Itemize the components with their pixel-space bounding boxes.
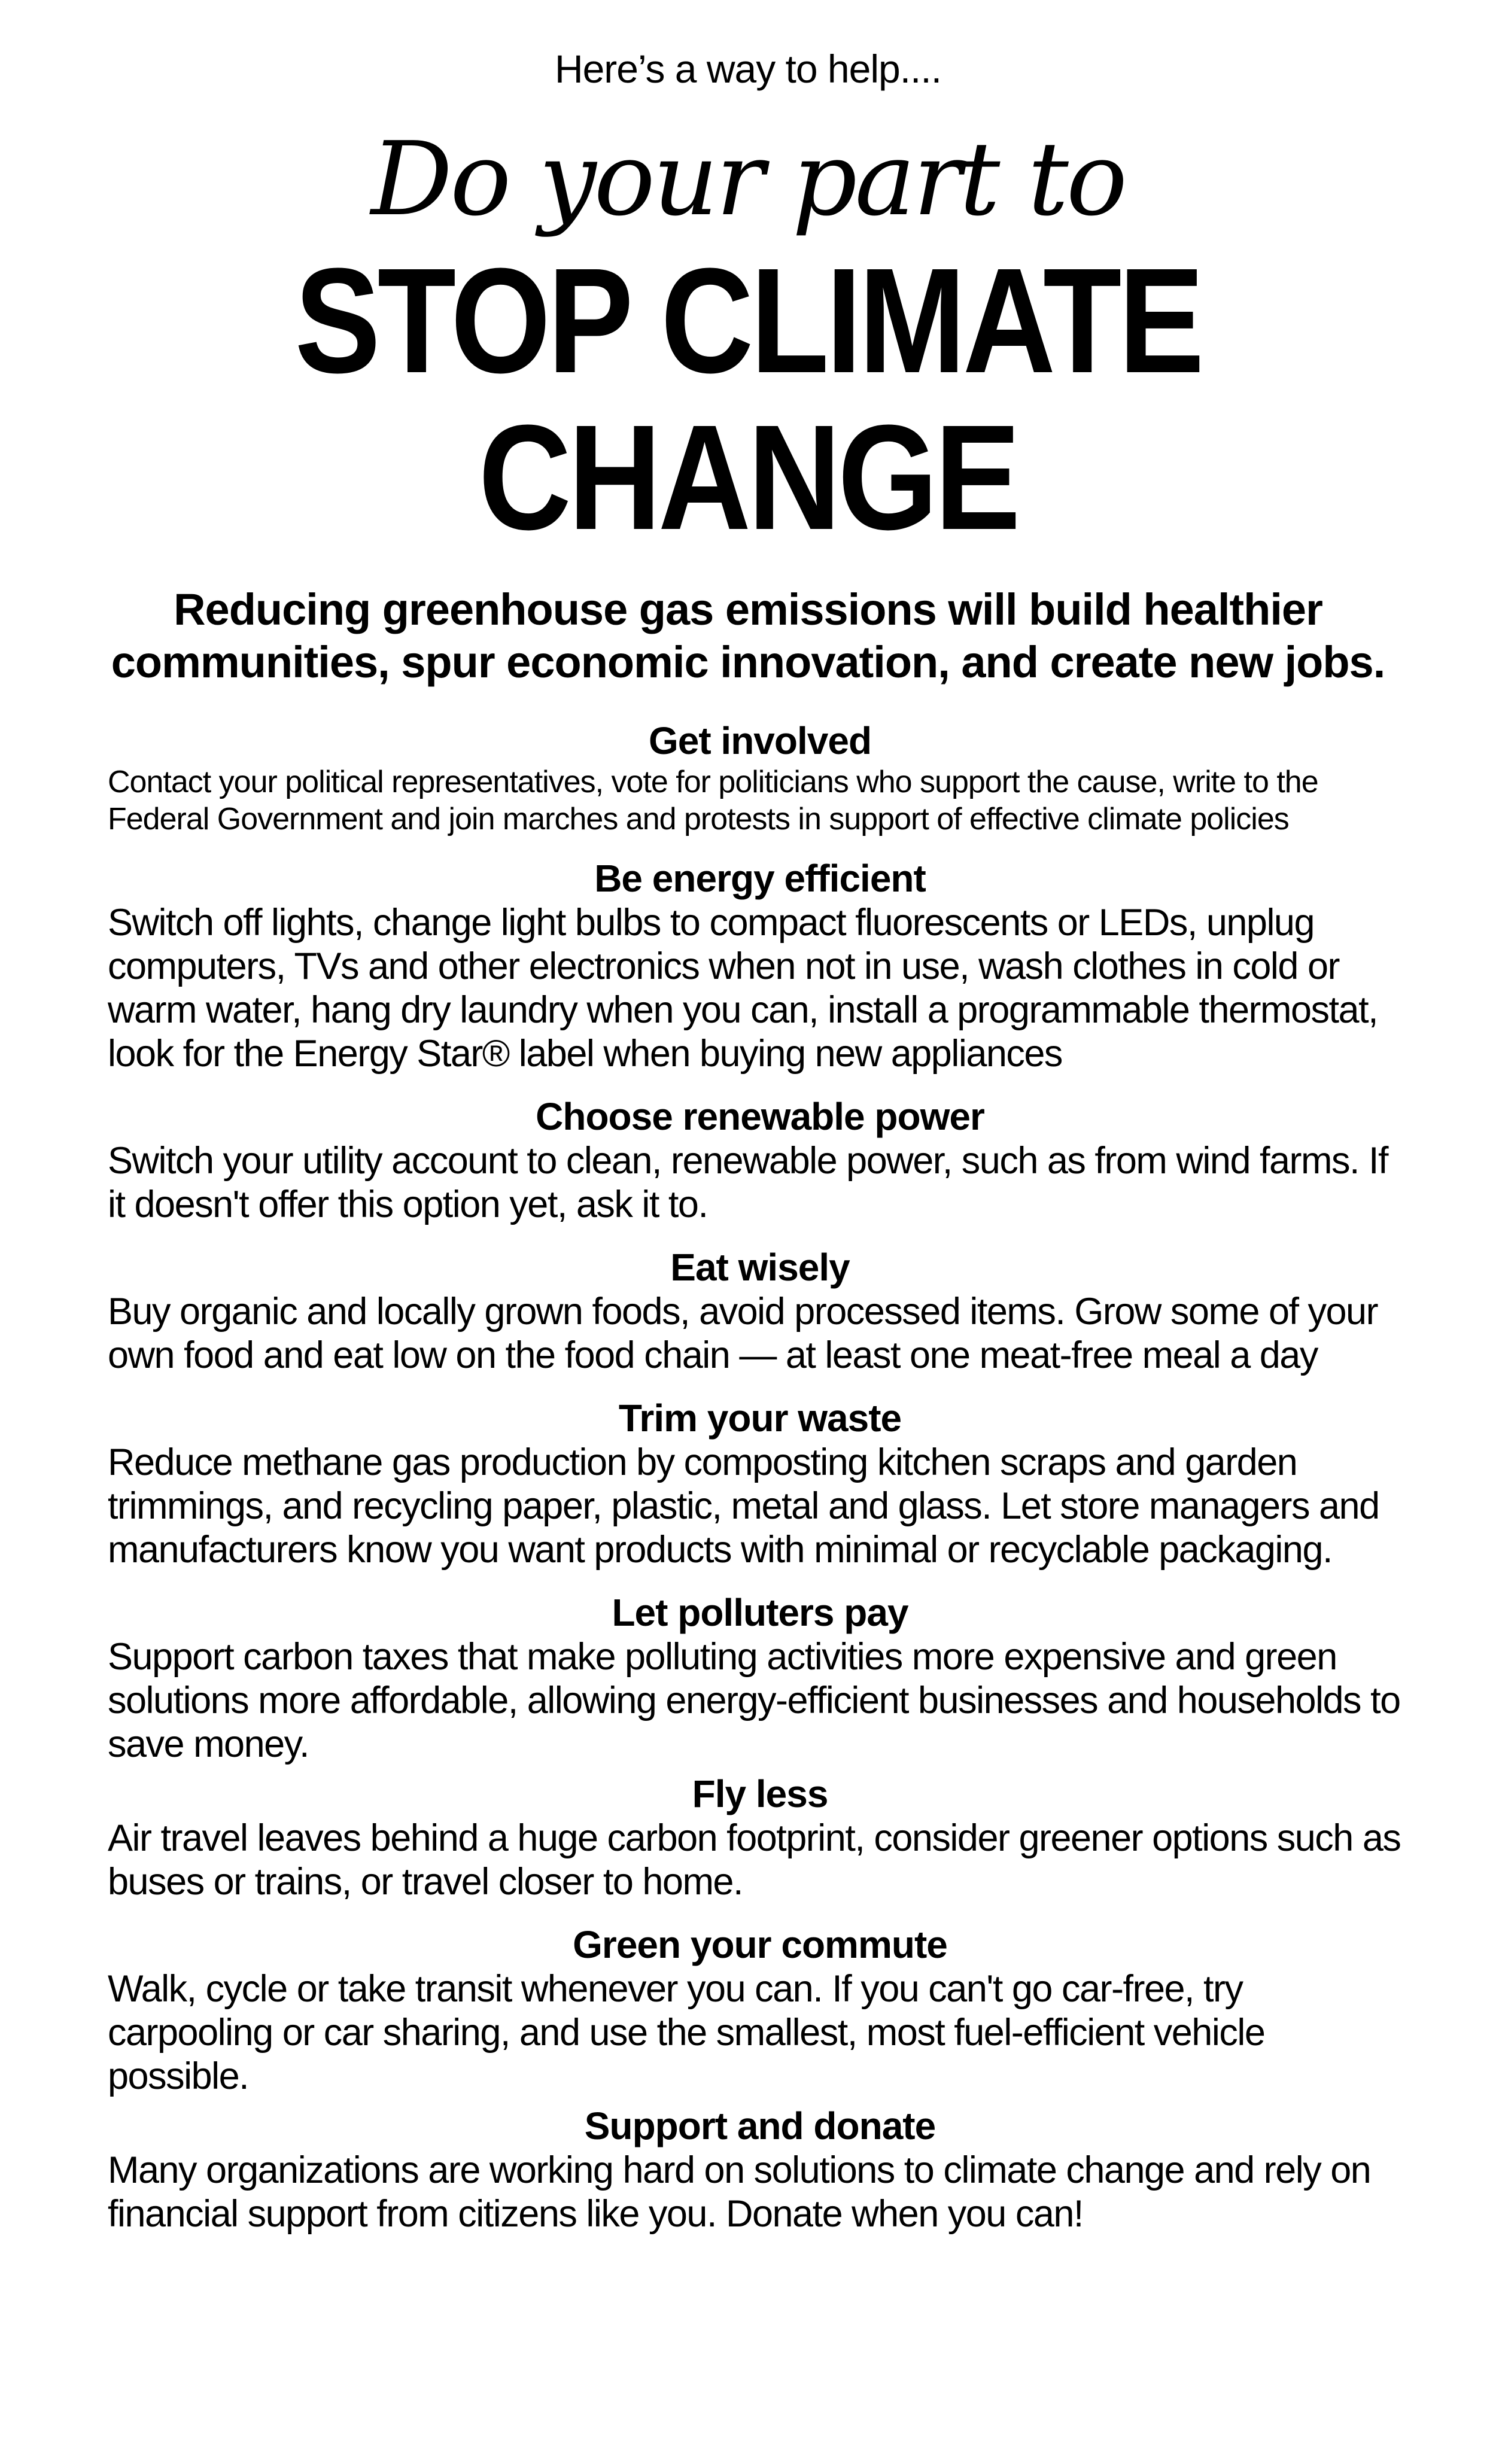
tip-title: Get involved bbox=[648, 719, 872, 762]
tip-fly-less bbox=[108, 1771, 1412, 1904]
headline-line-1: STOP CLIMATE bbox=[294, 237, 1202, 404]
lead-statement: Reducing greenhouse gas emissions will build healthier communities, spur economic innovation, and create new jobs. bbox=[111, 585, 1385, 687]
tip-title: Be energy efficient bbox=[594, 857, 926, 900]
tip-support-donate bbox=[108, 2103, 1412, 2236]
tip-title: Trim your waste bbox=[618, 1397, 902, 1440]
tip-body: Buy organic and locally grown foods, avoid processed items. Grow some of your own food and eat low on the food chain — at least one meat-free meal a day bbox=[108, 1291, 1378, 1376]
tip-body: Support carbon taxes that make polluting activities more expensive and green solutions more affordable, allowing energy-efficient businesses and households to save money. bbox=[108, 1636, 1400, 1765]
kicker-text: Here’s a way to help.... bbox=[554, 47, 942, 91]
tip-title: Support and donate bbox=[584, 2104, 936, 2147]
tip-title: Choose renewable power bbox=[536, 1095, 984, 1138]
tip-body: Switch your utility account to clean, renewable power, such as from wind farms. If it doesn't offer this option yet, ask it to. bbox=[108, 1140, 1388, 1225]
script-heading: Do your part to bbox=[370, 120, 1126, 239]
tip-body: Walk, cycle or take transit whenever you can. If you can't go car-free, try carpooling or car sharing, and use the smallest, most fuel-efficient vehicle possible. bbox=[108, 1968, 1265, 2097]
tip-body: Switch off lights, change light bulbs to compact fluorescents or LEDs, unplug computers, TVs and other electronics when not in use, wash clothes in cold or warm water, hang dry laundry when you can, install a programmable thermostat, look for the Energy Star® label when buying new appliances bbox=[108, 902, 1378, 1075]
tip-body: Many organizations are working hard on solutions to climate change and rely on financial support from citizens like you. Donate when you can! bbox=[108, 2149, 1371, 2235]
tip-trim-waste bbox=[108, 1395, 1412, 1572]
tip-title: Green your commute bbox=[573, 1923, 947, 1966]
tip-eat-wisely bbox=[108, 1245, 1412, 1377]
tip-energy-efficient bbox=[108, 856, 1412, 1076]
tip-body: Contact your political representatives, vote for politicians who support the cause, write to the Federal Government and join marches and protests in support of effective climate policies bbox=[108, 765, 1318, 836]
tip-body: Air travel leaves behind a huge carbon footprint, consider greener options such as buses or trains, or travel closer to home. bbox=[108, 1817, 1401, 1903]
tip-green-commute bbox=[108, 1922, 1412, 2098]
tip-title: Eat wisely bbox=[670, 1246, 850, 1289]
tip-get-involved bbox=[108, 718, 1412, 838]
headline bbox=[105, 237, 1391, 561]
tip-polluters-pay bbox=[108, 1590, 1412, 1766]
tip-renewable-power bbox=[108, 1094, 1412, 1227]
tip-title: Let polluters pay bbox=[612, 1591, 908, 1634]
headline-line-2: CHANGE bbox=[478, 394, 1018, 561]
tip-title: Fly less bbox=[692, 1772, 828, 1815]
tips-list bbox=[108, 718, 1412, 2236]
tip-body: Reduce methane gas production by composting kitchen scraps and garden trimmings, and recycling paper, plastic, metal and glass. Let store managers and manufacturers know you want products with minimal or recyclable packaging. bbox=[108, 1441, 1379, 1571]
